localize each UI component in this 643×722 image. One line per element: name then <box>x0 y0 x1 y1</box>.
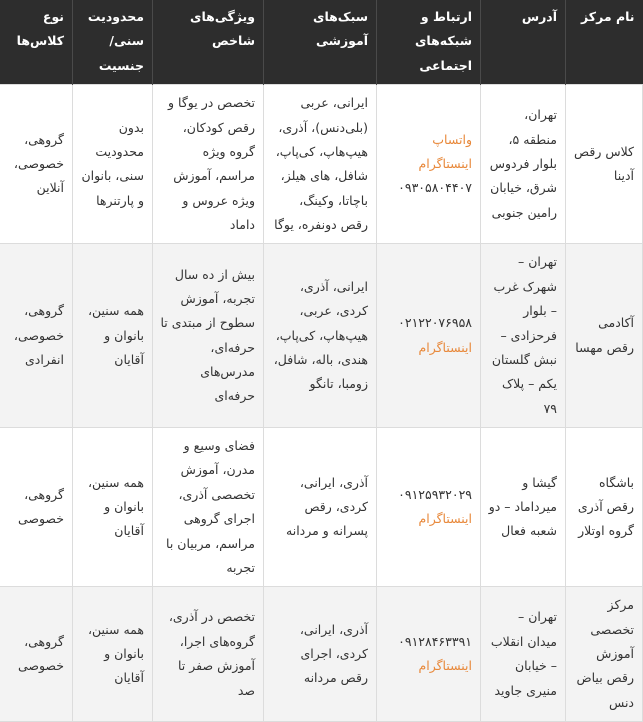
styles: ایرانی، آذری، کردی، عربی، هیپ‌هاپ، کی‌پاپ، هندی، باله، شافل، زومبا، تانگو <box>273 278 368 392</box>
center-name: کلاس رقص آدینا <box>574 143 634 184</box>
features: بیش از ده سال تجربه، آموزش سطوح از مبتدی تا حرفه‌ای، مدرس‌های حرفه‌ای <box>160 266 255 404</box>
phone-number: ۰۹۱۲۵۹۳۲۰۲۹ <box>398 486 472 502</box>
styles-cell <box>264 587 377 722</box>
header-restriction: محدودیت سنی/ جنسیت <box>73 0 153 85</box>
features-cell <box>153 244 264 428</box>
class-types-cell <box>0 244 73 428</box>
address: تهران – شهرک غرب – بلوار فرحزادی – نبش گلستان یکم – پلاک ۷۹ <box>491 254 557 416</box>
restriction-cell <box>73 428 153 587</box>
class-types: گروهی، خصوصی <box>17 633 64 674</box>
contact-cell <box>377 587 481 722</box>
features: فضای وسیع و مدرن، آموزش تخصصی آذری، اجرای گروهی مراسم، مربیان با تجربه <box>166 438 255 575</box>
header-center-name: نام مرکز <box>566 0 643 85</box>
contact-block <box>383 483 472 532</box>
header-address: آدرس <box>481 0 566 85</box>
contact-block <box>383 128 472 201</box>
address-cell <box>481 587 566 722</box>
center-name-cell <box>566 587 643 722</box>
class-types-cell <box>0 587 73 722</box>
contact-cell <box>377 244 481 428</box>
center-name-cell <box>566 428 643 587</box>
address-cell <box>481 85 566 244</box>
center-name-cell <box>566 244 643 428</box>
styles: آذری، ایرانی، کردی، رقص پسرانه و مردانه <box>286 474 368 539</box>
instagram-link[interactable]: اینستاگرام <box>418 156 472 172</box>
header-features: ویژگی‌های شاخص <box>153 0 264 85</box>
restriction: همه سنین، بانوان و آقایان <box>87 303 144 367</box>
table-row <box>0 428 643 587</box>
header-contact: ارتباط و شبکه‌های اجتماعی <box>377 0 481 85</box>
restriction-cell <box>73 587 153 722</box>
contact-block <box>383 311 472 360</box>
contact-block <box>383 630 472 679</box>
class-types: گروهی، خصوصی، انفرادی <box>13 303 64 367</box>
phone-number: ۰۲۱۲۲۰۷۶۹۵۸ <box>398 315 472 331</box>
styles-cell <box>264 428 377 587</box>
address: گیشا و میرداماد – دو شعبه فعال <box>488 474 557 539</box>
center-name: آکادمی رقص مهسا <box>575 315 634 355</box>
class-types-cell <box>0 428 73 587</box>
address-cell <box>481 244 566 428</box>
restriction-cell <box>73 85 153 244</box>
styles-cell <box>264 85 377 244</box>
contact-cell <box>377 85 481 244</box>
center-name: باشگاه رقص آذری گروه اوتلار <box>577 474 634 539</box>
class-types: گروهی، خصوصی، آنلاین <box>13 131 64 196</box>
address-cell <box>481 428 566 587</box>
features-cell <box>153 587 264 722</box>
styles: ایرانی، عربی (بلی‌دنس)، آذری، هیپ‌هاپ، کی‌پاپ، شافل، های هیلز، باچاتا، وکینگ، رقص دونفره، یوگا <box>274 95 368 232</box>
address: تهران، منطقه ۵، بلوار فردوس شرق، خیابان رامین جنوبی <box>489 107 557 220</box>
table-row <box>0 244 643 428</box>
restriction: همه سنین، بانوان و آقایان <box>87 621 144 686</box>
header-styles: سبک‌های آموزشی <box>264 0 377 85</box>
whatsapp-link[interactable]: واتساپ <box>432 131 472 147</box>
features: تخصص در آذری، گروه‌های اجرا، آموزش صفر تا صد <box>168 609 255 698</box>
table-row <box>0 587 643 722</box>
phone-number: ۰۹۳۰۵۸۰۴۴۰۷ <box>398 180 472 196</box>
features-cell <box>153 85 264 244</box>
class-types-cell <box>0 85 73 244</box>
class-types: گروهی، خصوصی <box>17 486 64 527</box>
instagram-link[interactable]: اینستاگرام <box>418 339 472 355</box>
address: تهران – میدان انقلاب – خیابان منیری جاوید <box>490 609 557 698</box>
instagram-link[interactable]: اینستاگرام <box>418 658 472 674</box>
contact-cell <box>377 428 481 587</box>
header-class-types: نوع کلاس‌ها <box>0 0 73 85</box>
features: تخصص در یوگا و رقص کودکان، گروه ویژه مراسم، آموزش ویژه عروس و داماد <box>168 95 255 232</box>
instagram-link[interactable]: اینستاگرام <box>418 511 472 527</box>
restriction: بدون محدودیت سنی، بانوان و پارتنرها <box>81 119 144 208</box>
features-cell <box>153 428 264 587</box>
table-header-row <box>0 0 643 85</box>
styles: آذری، ایرانی، کردی، اجرای رقص مردانه <box>299 621 368 686</box>
styles-cell <box>264 244 377 428</box>
center-name-cell <box>566 85 643 244</box>
restriction-cell <box>73 244 153 428</box>
center-name: مرکز تخصصی آموزش رقص بیاض دنس <box>576 597 634 710</box>
phone-number: ۰۹۱۲۸۴۶۳۳۹۱ <box>398 633 472 649</box>
restriction: همه سنین، بانوان و آقایان <box>87 474 144 539</box>
table-row <box>0 85 643 244</box>
